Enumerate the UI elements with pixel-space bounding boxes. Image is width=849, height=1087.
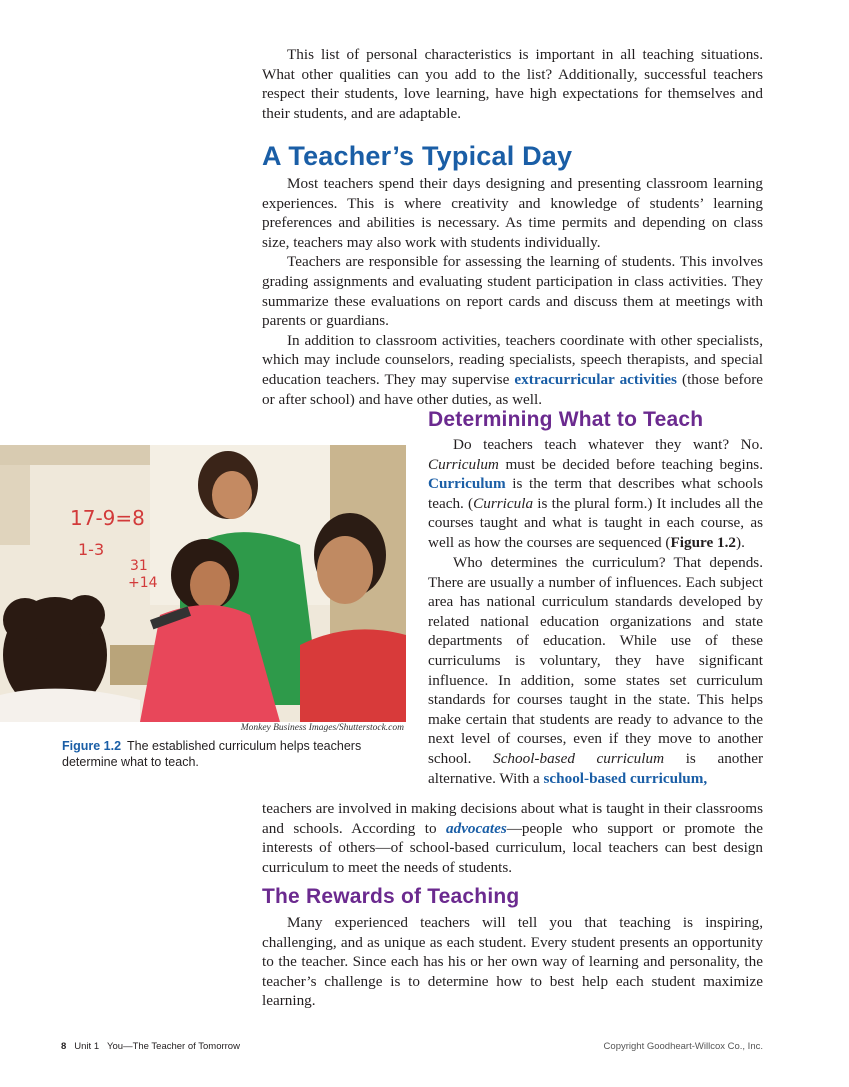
what-to-teach-paragraph-1: Do teachers teach whatever they want? No. Curriculum must be decided before teaching begins. Curriculum is the term that describes what schools teach. (Curricula is the plural form.) It includes all the courses taught and what is taught in each course, as well as how the courses are sequenced (Figure 1.2). <box>428 436 763 551</box>
figure-reference: Figure 1.2 <box>670 533 737 551</box>
typical-day-paragraph-3: In addition to classroom activities, teachers coordinate with other specialists, which may include counselors, reading specialists, speech therapists, and special education teachers. They may supervise extracurricular activities (those before or after school) and have other duties, as well. <box>262 331 763 408</box>
board-text-1: 17-9=8 <box>70 506 145 530</box>
section-heading-what-to-teach: Determining What to Teach <box>428 408 704 431</box>
figure-label: Figure 1.2 <box>62 739 122 753</box>
intro-text <box>262 45 763 123</box>
typical-day-text <box>262 174 763 409</box>
figure-caption <box>62 738 402 770</box>
what-to-teach-paragraph-2-part-1: Who determines the curriculum? That depends. There are usually a number of influences. Each subject area has national curriculum standards developed by related national education organizations and state departments of education. While use of these curriculums is voluntary, they have significant influence. In addition, some states set curriculum standards for courses taught in the state. This helps make certain that students are ready to advance to the next level of courses, even if they move to another school. School-based curriculum is another alternative. With a school-based curriculum, <box>428 554 764 787</box>
rewards-paragraph-1: Many experienced teachers will tell you that teaching is inspiring, challenging, and as unique as each student. Every student presents an opportunity to the teacher. Since each has his or her own way of learning and personality, the teacher’s challenge is to determine how to best help each student maximize learning. <box>262 914 763 1010</box>
what-to-teach-text-2 <box>428 553 763 788</box>
board-text-4: +14 <box>128 575 158 591</box>
term-school-based-curriculum[interactable]: school-based curriculum, <box>543 769 708 787</box>
what-to-teach-text-3 <box>262 799 763 877</box>
section-heading-typical-day: A Teacher’s Typical Day <box>262 141 573 171</box>
what-to-teach-text <box>428 435 763 553</box>
rewards-text <box>262 913 763 1011</box>
photo-credit: Monkey Business Images/Shutterstock.com <box>240 723 404 733</box>
term-advocates[interactable]: advocates <box>446 819 507 837</box>
classroom-illustration <box>0 445 406 722</box>
footer-left <box>61 1041 240 1052</box>
term-extracurricular-activities[interactable]: extracurricular activities <box>514 370 677 388</box>
board-text-3: 31 <box>130 558 148 574</box>
typical-day-paragraph-1: Most teachers spend their days designing and presenting classroom learning experiences. This is where creativity and knowledge of students’ learning preferences and abilities is necessary. As time permits and depending on class size, teachers may also work with students individually. <box>262 175 763 251</box>
page-footer <box>61 1041 763 1052</box>
classroom-photo <box>0 445 406 722</box>
intro-paragraph: This list of personal characteristics is important in all teaching situations. What other qualities can you add to the list? Additionally, successful teachers respect their students, love learning, have high expectations for themselves and their students, and are adaptable. <box>262 46 763 122</box>
typical-day-paragraph-2: Teachers are responsible for assessing the learning of students. This involves grading assignments and evaluating student participation in class activities. They summarize these evaluations on report cards and discuss them at meetings with parents or guardians. <box>262 253 763 330</box>
copyright: Copyright Goodheart-Willcox Co., Inc. <box>603 1041 763 1052</box>
page-number: 8 <box>61 1041 67 1052</box>
unit-label: Unit 1 <box>74 1041 100 1052</box>
unit-title: You—The Teacher of Tomorrow <box>107 1041 240 1052</box>
term-curriculum[interactable]: Curriculum <box>428 475 506 493</box>
board-text-2: 1-3 <box>78 540 105 559</box>
what-to-teach-paragraph-2-part-2: teachers are involved in making decisions about what is taught in their classrooms and schools. According to advocates—people who support or promote the interests of others—of school-based curriculum, local teachers can best design curriculum to meet the needs of students. <box>262 800 763 876</box>
section-heading-rewards: The Rewards of Teaching <box>262 885 520 908</box>
figure-caption-text: The established curriculum helps teachers determine what to teach. <box>62 739 362 769</box>
